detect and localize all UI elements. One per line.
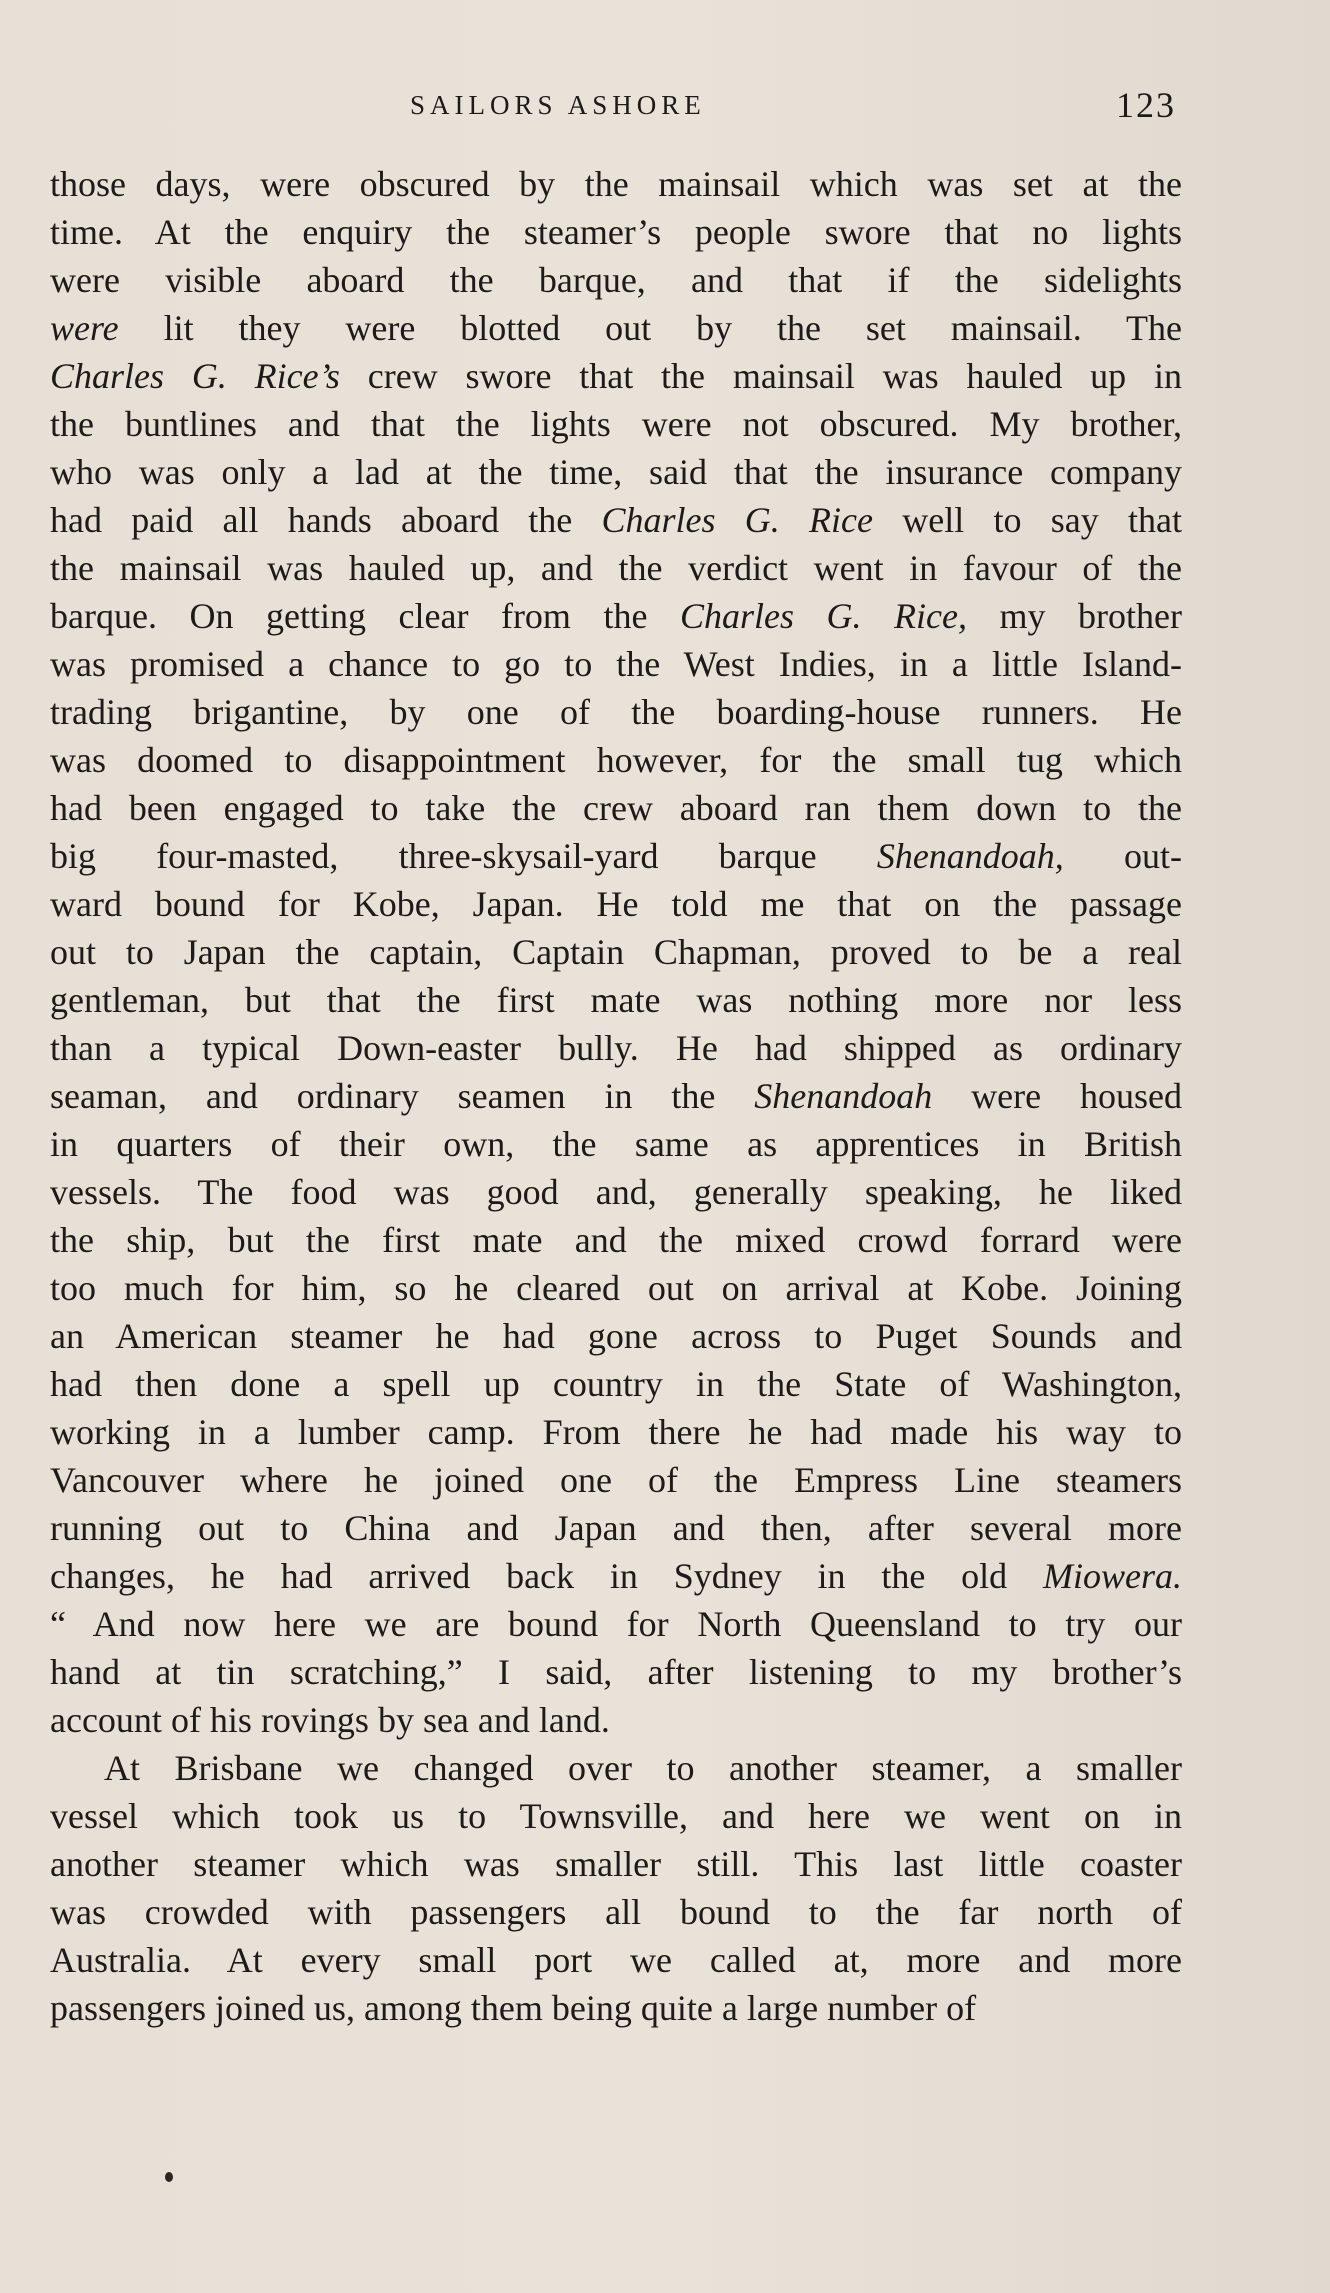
text-run: in quarters of their own, the same as apprentices in British (50, 1124, 1182, 1164)
text-line (50, 1888, 1182, 1936)
italic-text: Miowera. (1043, 1556, 1182, 1596)
text-line (50, 1600, 1182, 1648)
text-run: had paid all hands aboard the (50, 500, 602, 540)
italic-text: Shenandoah, (876, 836, 1064, 876)
text-line (50, 1792, 1182, 1840)
text-run: trading brigantine, by one of the boarding-house runners. He (50, 692, 1182, 732)
text-run: was promised a chance to go to the West Indies, in a little Island- (50, 644, 1182, 684)
text-line (50, 1456, 1182, 1504)
text-run: Australia. At every small port we called at, more and more (50, 1940, 1182, 1980)
text-run: time. At the enquiry the steamer’s people swore that no lights (50, 212, 1182, 252)
text-run: had been engaged to take the crew aboard ran them down to the (50, 788, 1182, 828)
text-run: account of his rovings by sea and land. (50, 1700, 610, 1740)
text-run: the mainsail was hauled up, and the verdict went in favour of the (50, 548, 1182, 588)
text-line (50, 688, 1182, 736)
italic-text: were (50, 308, 119, 348)
page-number: 123 (1116, 85, 1176, 125)
paragraph (50, 160, 1182, 1744)
text-line (50, 1984, 1182, 2032)
text-line (50, 976, 1182, 1024)
text-line (50, 1648, 1182, 1696)
text-line (50, 256, 1182, 304)
text-line (50, 544, 1182, 592)
text-run: gentleman, but that the first mate was nothing more nor less (50, 980, 1182, 1020)
text-run: who was only a lad at the time, said that the insurance company (50, 452, 1182, 492)
text-run: out- (1063, 836, 1182, 876)
text-run: hand at tin scratching,” I said, after listening to my brother’s (50, 1652, 1182, 1692)
text-line (50, 1744, 1182, 1792)
text-line (50, 400, 1182, 448)
text-run: vessel which took us to Townsville, and here we went on in (50, 1796, 1182, 1836)
text-line (50, 736, 1182, 784)
text-run: was doomed to disappointment however, for the small tug which (50, 740, 1182, 780)
text-run: lit they were blotted out by the set mainsail. The (118, 308, 1182, 348)
text-line (50, 1408, 1182, 1456)
text-run: my brother (966, 596, 1182, 636)
text-run: were visible aboard the barque, and that if the sidelights (50, 260, 1182, 300)
paragraph (50, 1744, 1182, 2032)
text-line (50, 592, 1182, 640)
text-line (50, 1264, 1182, 1312)
text-run: than a typical Down-easter bully. He had shipped as ordinary (50, 1028, 1182, 1068)
text-line (50, 1552, 1182, 1600)
text-line (50, 640, 1182, 688)
text-run: Vancouver where he joined one of the Empress Line steamers (50, 1460, 1182, 1500)
text-line (50, 784, 1182, 832)
text-run: big four-masted, three-skysail-yard barque (50, 836, 877, 876)
text-run: working in a lumber camp. From there he had made his way to (50, 1412, 1182, 1452)
text-run: At Brisbane we changed over to another steamer, a smaller (104, 1748, 1182, 1788)
text-line (50, 1168, 1182, 1216)
text-line (50, 1696, 1182, 1744)
text-run: out to Japan the captain, Captain Chapman, proved to be a real (50, 932, 1182, 972)
text-line (50, 1312, 1182, 1360)
text-line (50, 1072, 1182, 1120)
text-line (50, 832, 1182, 880)
ink-speck (165, 2172, 173, 2182)
italic-text: Charles G. Rice (601, 500, 873, 540)
text-run: seaman, and ordinary seamen in the (50, 1076, 755, 1116)
running-header: SAILORS ASHORE (410, 90, 706, 120)
text-run: those days, were obscured by the mainsail which was set at the (50, 164, 1182, 204)
italic-text: Shenandoah (754, 1076, 933, 1116)
text-run: was crowded with passengers all bound to the far north of (50, 1892, 1182, 1932)
text-run: another steamer which was smaller still. This last little coaster (50, 1844, 1182, 1884)
text-run: vessels. The food was good and, generally speaking, he liked (50, 1172, 1182, 1212)
text-run: an American steamer he had gone across to Puget Sounds and (50, 1316, 1182, 1356)
text-line (50, 160, 1182, 208)
text-run: ward bound for Kobe, Japan. He told me that on the passage (50, 884, 1182, 924)
text-run: the buntlines and that the lights were not obscured. My brother, (50, 404, 1182, 444)
text-run: changes, he had arrived back in Sydney in the old (50, 1556, 1043, 1596)
text-line (50, 1120, 1182, 1168)
text-line (50, 928, 1182, 976)
text-line (50, 1360, 1182, 1408)
text-run: barque. On getting clear from the (50, 596, 680, 636)
text-run: running out to China and Japan and then, after several more (50, 1508, 1182, 1548)
text-line (50, 448, 1182, 496)
text-run: were housed (932, 1076, 1182, 1116)
italic-text: Charles G. Rice’s (50, 356, 340, 396)
text-line (50, 1936, 1182, 1984)
text-line (50, 880, 1182, 928)
text-run: “ And now here we are bound for North Queensland to try our (50, 1604, 1182, 1644)
text-line (50, 1840, 1182, 1888)
body-text (50, 160, 1182, 2032)
text-run: passengers joined us, among them being quite a large number of (50, 1988, 977, 2028)
text-line (50, 352, 1182, 400)
text-line (50, 208, 1182, 256)
text-line (50, 304, 1182, 352)
text-run: well to say that (872, 500, 1182, 540)
text-run: crew swore that the mainsail was hauled up in (339, 356, 1182, 396)
text-run: the ship, but the first mate and the mixed crowd forrard were (50, 1220, 1182, 1260)
text-line (50, 1216, 1182, 1264)
text-run: too much for him, so he cleared out on arrival at Kobe. Joining (50, 1268, 1182, 1308)
italic-text: Charles G. Rice, (679, 596, 967, 636)
text-line (50, 1504, 1182, 1552)
text-line (50, 496, 1182, 544)
text-line (50, 1024, 1182, 1072)
text-run: had then done a spell up country in the State of Washington, (50, 1364, 1182, 1404)
